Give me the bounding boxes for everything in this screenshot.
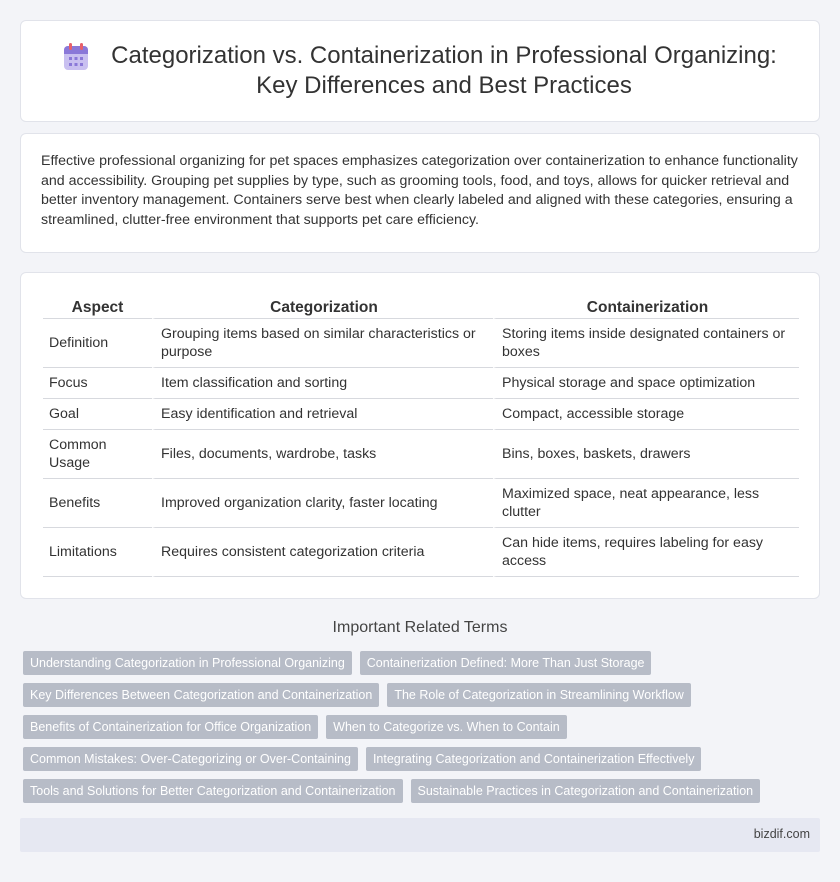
page-title: [111, 41, 777, 101]
table-row: [43, 319, 799, 368]
table-cell-aspect: Goal: [43, 399, 152, 430]
intro-paragraph: Effective professional organizing for pet spaces emphasizes categorization over containerization to enhance functionality and accessibility. Grouping pet supplies by type, such as grooming tools, food, and toys, allows for quicker retrieval and better inventory management. Containers serve best when clearly labeled and aligned with these categories, ensuring a streamlined, clutter-free environment that supports pet care efficiency.: [41, 153, 798, 228]
table-row: [43, 399, 799, 430]
table-header-row: [43, 295, 799, 319]
comparison-table: [43, 295, 799, 577]
footer: [20, 818, 820, 852]
table-cell-aspect: Focus: [43, 368, 152, 399]
related-term-tag[interactable]: Tools and Solutions for Better Categorization and Containerization: [23, 779, 403, 803]
table-cell-containerization: Storing items inside designated containers or boxes: [493, 319, 799, 368]
table-cell-categorization: Improved organization clarity, faster locating: [152, 479, 493, 528]
header-categorization: Categorization: [152, 295, 493, 319]
table-cell-categorization: Requires consistent categorization criteria: [152, 528, 493, 577]
header-card: [20, 20, 820, 122]
comparison-table-card: [20, 272, 820, 599]
related-terms-heading: Important Related Terms: [332, 619, 508, 636]
related-term-tag[interactable]: Containerization Defined: More Than Just Storage: [360, 651, 652, 675]
table-cell-categorization: Easy identification and retrieval: [152, 399, 493, 430]
page-title-line2: Key Differences and Best Practices: [256, 72, 632, 99]
table-cell-containerization: Physical storage and space optimization: [493, 368, 799, 399]
page-title-line1: Categorization vs. Containerization in Professional Organizing:: [111, 42, 777, 69]
table-row: [43, 430, 799, 479]
footer-site-link[interactable]: bizdif.com: [753, 827, 810, 841]
related-term-tag[interactable]: Understanding Categorization in Professional Organizing: [23, 651, 352, 675]
table-cell-containerization: Can hide items, requires labeling for easy access: [493, 528, 799, 577]
table-row: [43, 368, 799, 399]
related-term-tag[interactable]: Key Differences Between Categorization and Containerization: [23, 683, 379, 707]
calendar-icon: [63, 43, 89, 71]
table-row: [43, 479, 799, 528]
table-cell-categorization: Grouping items based on similar characteristics or purpose: [152, 319, 493, 368]
intro-card: [20, 133, 820, 253]
title-wrap: [21, 21, 819, 121]
header-aspect: Aspect: [43, 295, 152, 319]
table-cell-aspect: Common Usage: [43, 430, 152, 479]
related-term-tag[interactable]: Benefits of Containerization for Office Organization: [23, 715, 318, 739]
related-terms-list: [23, 651, 803, 803]
related-term-tag[interactable]: Sustainable Practices in Categorization and Containerization: [411, 779, 761, 803]
table-cell-containerization: Bins, boxes, baskets, drawers: [493, 430, 799, 479]
table-cell-categorization: Files, documents, wardrobe, tasks: [152, 430, 493, 479]
related-term-tag[interactable]: The Role of Categorization in Streamlining Workflow: [387, 683, 690, 707]
header-containerization: Containerization: [493, 295, 799, 319]
related-term-tag[interactable]: Common Mistakes: Over-Categorizing or Over-Containing: [23, 747, 358, 771]
table-cell-containerization: Maximized space, neat appearance, less clutter: [493, 479, 799, 528]
table-cell-aspect: Definition: [43, 319, 152, 368]
table-cell-aspect: Benefits: [43, 479, 152, 528]
table-cell-categorization: Item classification and sorting: [152, 368, 493, 399]
related-term-tag[interactable]: Integrating Categorization and Containerization Effectively: [366, 747, 702, 771]
related-term-tag[interactable]: When to Categorize vs. When to Contain: [326, 715, 567, 739]
table-row: [43, 528, 799, 577]
table-cell-aspect: Limitations: [43, 528, 152, 577]
table-cell-containerization: Compact, accessible storage: [493, 399, 799, 430]
